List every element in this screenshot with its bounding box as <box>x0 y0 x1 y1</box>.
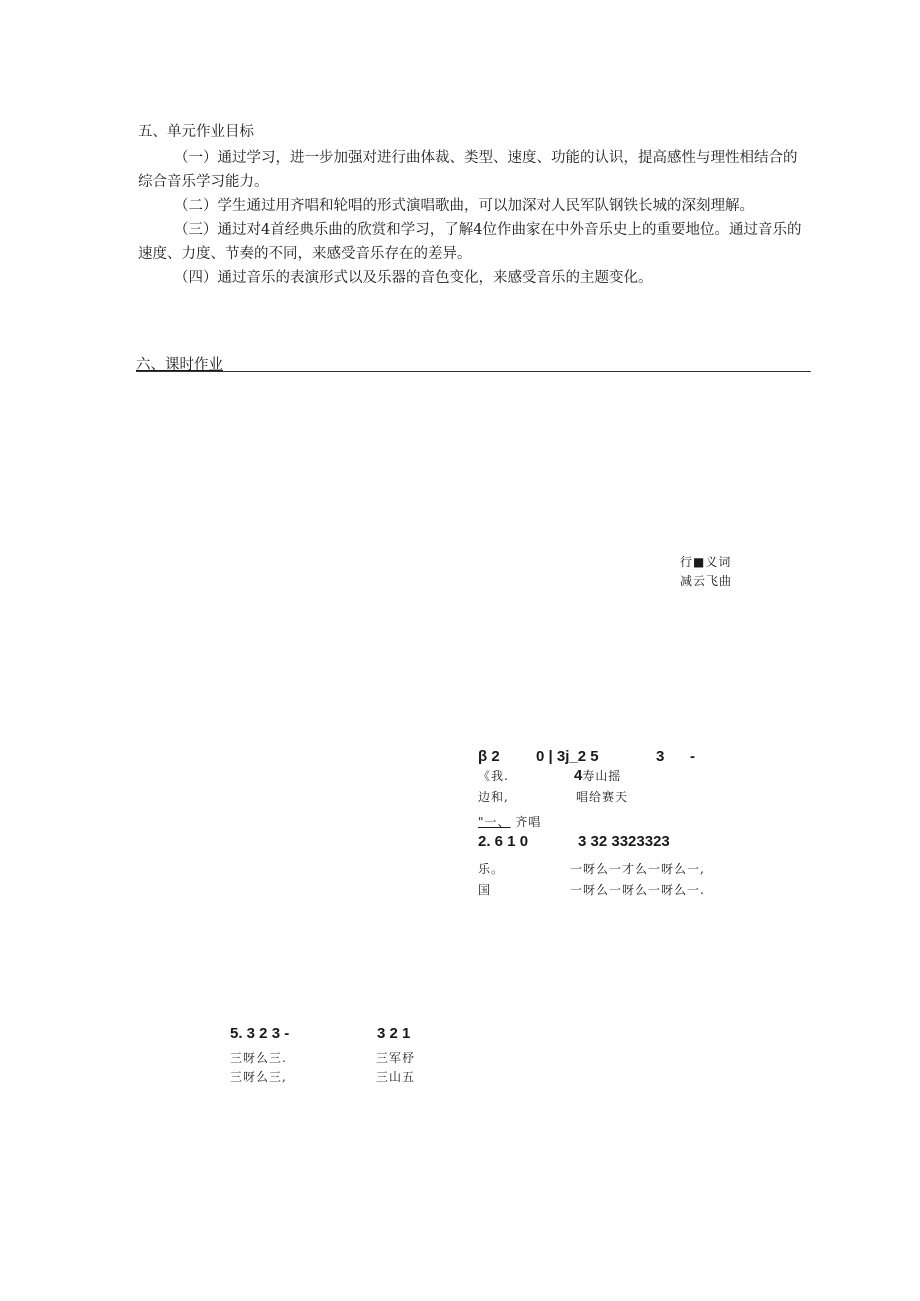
performance-mark-prefix: "一、 <box>478 815 511 829</box>
goal-item-3: （三）通过对4首经典乐曲的欣赏和学习，了解4位作曲家在中外音乐史上的重要地位。通过音乐的速度、力度、节奏的不同，来感受音乐存在的差异。 <box>138 222 802 262</box>
goal-item-2: （二）学生通过用齐唱和轮唱的形式演唱歌曲，可以加深对人民军队钢铁长城的深刻理解。 <box>174 198 754 214</box>
score-right-lyric4-a: 国 <box>478 883 492 897</box>
score-right-row1-d: - <box>690 748 695 765</box>
section6-heading: 六、课时作业 <box>136 357 223 373</box>
score-left-lyric1-a: 三呀么三. <box>230 1051 287 1065</box>
performance-mark-text: 齐唱 <box>515 815 542 829</box>
score-right-lyric2-b: 唱给赛天 <box>576 790 629 804</box>
score-right-row1-c: 3 <box>656 748 665 765</box>
score-right-row1-a: β 2 <box>478 748 500 765</box>
score-right-lyric1-text: 寿山摇 <box>582 769 622 783</box>
score-right-row2-a: 2. 6 1 0 <box>478 833 529 850</box>
score-left-lyric2-a: 三呀么三, <box>230 1070 287 1084</box>
score-right-row2-b: 3 32 3323323 <box>578 833 670 850</box>
score-left-row1-b: 3 2 1 <box>377 1025 411 1042</box>
performance-mark <box>478 813 541 830</box>
section-divider <box>136 371 811 372</box>
score-right-lyric1-a: 《我. <box>478 769 509 783</box>
score-right-lyric4-b: 一呀么一呀么一呀么一. <box>570 883 705 897</box>
score-right-row1-b: 0 | 3j_2 5 <box>536 748 599 765</box>
score-right-lyric1-num: 4 <box>574 767 583 784</box>
section5-heading: 五、单元作业目标 <box>138 124 254 140</box>
score-left-row1-a: 5. 3 2 3 - <box>230 1025 290 1042</box>
score-right-lyric1-b <box>574 765 621 784</box>
score-right-lyric3-b: 一呀么一才么一呀么一, <box>570 862 705 876</box>
goal-item-4: （四）通过音乐的表演形式以及乐器的音色变化，来感受音乐的主题变化。 <box>174 270 653 286</box>
score-left-lyric2-b: 三山五 <box>376 1070 416 1084</box>
lyricist-credit: 行■义词 <box>680 555 732 569</box>
score-left-lyric1-b: 三军杼 <box>376 1051 416 1065</box>
goal-item-1: （一）通过学习，进一步加强对进行曲体裁、类型、速度、功能的认识，提高感性与理性相结合的综合音乐学习能力。 <box>138 150 798 190</box>
composer-credit: 减云飞曲 <box>680 574 733 588</box>
score-right-lyric2-a: 边和, <box>478 790 509 804</box>
score-right-lyric3-a: 乐。 <box>478 862 505 876</box>
